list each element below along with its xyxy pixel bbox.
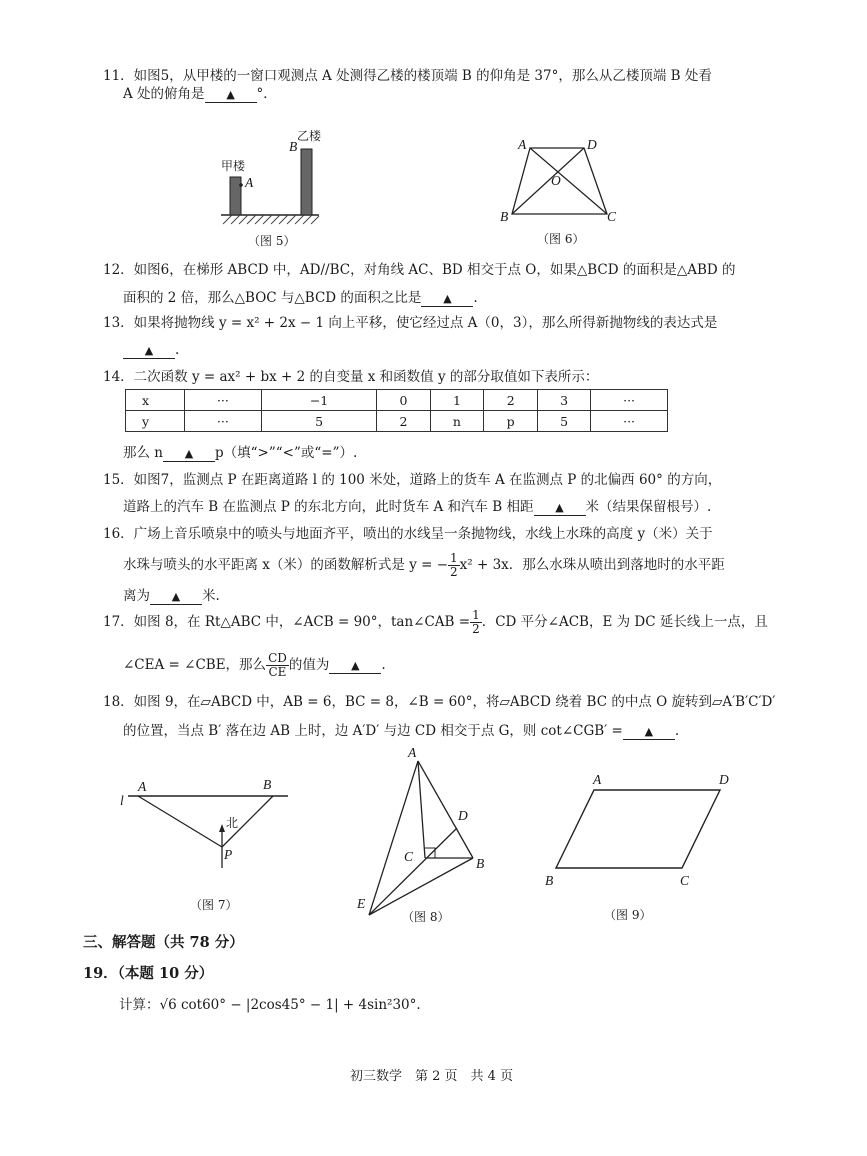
fig7-label-p: P	[224, 847, 233, 862]
q15-line1: 15．如图7，监测点 P 在距离道路 l 的 100 米处，道路上的货车 A 在监测点 P 的北偏西 60° 的方向，	[103, 472, 722, 488]
fig5-right-label: 乙楼	[297, 129, 322, 143]
q13-line1: 13．如果将抛物线 y = x² + 2x − 1 向上平移，使它经过点 A（0，3），那么所得新抛物线的表达式是	[103, 315, 718, 331]
question-17	[103, 609, 768, 679]
q14-answer-line: 那么 n ▲ p（填“>”“<”或“=”）.	[123, 445, 358, 461]
q11-line1: 11．如图5，从甲楼的一窗口观测点 A 处测得乙楼的楼顶端 B 的仰角是 37°，那么从乙楼顶端 B 处看	[103, 68, 712, 84]
fig7-label-b: B	[263, 777, 272, 792]
q17-line1: 17．如图 8，在 Rt△ABC 中，∠ACB = 90°，tan∠CAB = $\frac{1}{2}$ ．CD 平分∠ACB，E 为 DC 延长线上一点，且	[103, 608, 768, 636]
q12-line1: 12．如图6，在梯形 ABCD 中，AD//BC，对角线 AC、BD 相交于点 O，如果△BCD 的面积是△ABD 的	[103, 262, 736, 278]
question-16	[103, 525, 725, 605]
fig8-label-a: A	[408, 745, 417, 760]
question-15	[103, 471, 721, 516]
fraction: $\frac{1}{2}$	[450, 551, 458, 579]
q16-line2: 水珠与喷头的水平距离 x（米）的函数解析式是 y = − $\frac{1}{2}$ x² + 3x．那么水珠从喷出到落地时的水平距	[123, 551, 725, 579]
table-row-x: x ··· −1 0 1 2 3 ···	[126, 390, 668, 411]
q17-line2: ∠CEA = ∠CBE，那么 $\frac{CD}{CE}$ 的值为 ▲ .	[123, 651, 386, 679]
question-18	[103, 693, 775, 740]
fig7-label-a: A	[138, 779, 147, 794]
q18-line1: 18．如图 9，在▱ABCD 中，AB = 6，BC = 8，∠B = 60°，将▱ABCD 绕着 BC 的中点 O 旋转到▱A′B′C′D′	[103, 694, 776, 710]
fig6-label-c: C	[607, 209, 617, 224]
question-12	[103, 261, 736, 307]
fig6-caption: （图 6）	[537, 232, 585, 246]
fig5-point-a: A	[245, 175, 254, 190]
figure-9	[550, 780, 730, 875]
q18-line2: 的位置，当点 B′ 落在边 AB 上时，边 A′D′ 与边 CD 相交于点 G，则 cot∠CGB′ = ▲ .	[123, 723, 680, 739]
fig8-caption: （图 8）	[402, 910, 450, 924]
q19-title: 19．（本题 10 分）	[83, 965, 214, 982]
fraction: $\frac{CD}{CE}$	[268, 651, 287, 679]
fig9-label-c: C	[680, 873, 690, 888]
answer-blank[interactable]: ▲	[123, 344, 175, 359]
answer-blank[interactable]: ▲	[623, 725, 675, 740]
fig8-label-b: B	[476, 856, 485, 871]
q15-line2: 道路上的汽车 B 在监测点 P 的东北方向，此时货车 A 和汽车 B 相距 ▲ 米（结果保留根号）.	[123, 499, 712, 515]
fig6-label-o: O	[551, 173, 561, 188]
answer-blank[interactable]: ▲	[205, 88, 257, 103]
answer-blank[interactable]: ▲	[150, 590, 202, 605]
q19-expression: 计算：√6 cot60° − |2cos45° − 1| + 4sin²30°.	[119, 997, 421, 1013]
fig9-label-a: A	[593, 772, 602, 787]
table-row-y: y ··· 5 2 n p 5 ···	[126, 411, 668, 432]
fig9-label-d: D	[719, 772, 729, 787]
fig6-label-a: A	[518, 137, 527, 152]
fig5-caption: （图 5）	[248, 234, 296, 248]
figure-8	[355, 755, 490, 920]
q16-line3: 离为 ▲ 米.	[123, 588, 220, 604]
fig5-left-label: 甲楼	[221, 159, 246, 173]
answer-blank[interactable]: ▲	[163, 447, 215, 462]
fig6-label-b: B	[500, 209, 509, 224]
fig8-label-e: E	[357, 896, 366, 911]
fig7-label-l: l	[120, 793, 124, 808]
fig5-point-b: B	[289, 139, 298, 154]
fig9-caption: （图 9）	[604, 908, 652, 922]
answer-blank[interactable]: ▲	[329, 659, 381, 674]
question-13	[103, 314, 717, 359]
fig7-caption: （图 7）	[190, 898, 238, 912]
section-heading: 三、解答题（共 78 分）	[83, 934, 244, 951]
answer-blank[interactable]: ▲	[534, 501, 586, 516]
q14-value-table	[125, 389, 668, 432]
q12-line2: 面积的 2 倍，那么△BOC 与△BCD 的面积之比是 ▲ .	[123, 290, 478, 306]
q13-line2: ▲ .	[103, 341, 717, 359]
fig8-label-c: C	[404, 849, 414, 864]
q11-line2: A 处的俯角是 ▲ °．	[123, 86, 277, 102]
fig6-label-d: D	[587, 137, 597, 152]
question-11	[103, 67, 712, 103]
fig9-label-b: B	[545, 873, 554, 888]
q16-line1: 16．广场上音乐喷泉中的喷头与地面齐平，喷出的水线呈一条抛物线，水线上水珠的高度 y（米）关于	[103, 526, 713, 542]
page-footer: 初三数学 第 2 页 共 4 页	[350, 1069, 514, 1084]
fraction: $\frac{1}{2}$	[472, 608, 480, 636]
fig8-label-d: D	[458, 808, 468, 823]
fig7-north-label: 北	[226, 816, 239, 830]
q14-line1: 14．二次函数 y = ax² + bx + 2 的自变量 x 和函数值 y 的部分取值如下表所示：	[103, 369, 599, 385]
question-14	[103, 368, 598, 386]
answer-blank[interactable]: ▲	[421, 292, 473, 307]
